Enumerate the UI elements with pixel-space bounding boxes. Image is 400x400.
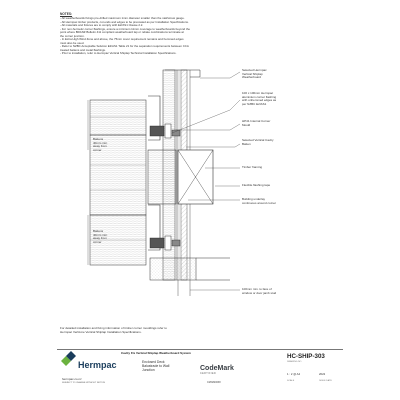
- subject-to-change: SUBJECT TO CHANGE WITHOUT NOTICE: [62, 382, 106, 384]
- callout-jamb-stud: 100mm min. to face of window or door jamb stud: [242, 287, 277, 295]
- callout-cavity-batten: Selected Vertical Cavity Batten: [242, 138, 274, 146]
- note-line: - In Extra High Wind Zone and above, the 75mm cover requirement remains and hemmed edges: [60, 38, 184, 41]
- notes-heading: NOTES:: [60, 12, 73, 16]
- note-line: - All materials and fixtures are to comply with E2/AS1 Clause 2.2.: [60, 24, 144, 27]
- note-line: - All Hermpac timber products, cut ends and edges to be precoated as per Installation Specifications.: [60, 20, 189, 24]
- batten-label-lower: Battens 40mm min. away from corner: [93, 229, 108, 244]
- callout-corner-mould: HP41 Internal Corner Mould: [242, 119, 271, 127]
- note-line: treated battens and metal flashings.: [60, 48, 106, 52]
- callout-corner-flashing: 100 x 100mm Hermpac aluminium corner flashing with unhemmed edges as per NZBC E2/AS1: [242, 91, 277, 106]
- callout-timber-framing: Timber framing: [242, 165, 263, 169]
- note-line: must also be used.: [60, 41, 85, 45]
- lintel-section: [150, 258, 230, 296]
- title-block: [57, 349, 343, 386]
- codemark-code: CMNZ20038: [207, 381, 221, 384]
- codemark-logo: CodeMark CERTIFIED: [200, 365, 234, 375]
- issue-date-label: ISSUE DATE: [319, 380, 332, 382]
- drawing-number-label: DRAWING NO: [287, 361, 302, 363]
- detail-description: Enclosed Deck Balustrade to Wall Junction: [142, 360, 170, 373]
- issue-year: 2022: [319, 372, 326, 376]
- note-line: point where BRANZ Bulletin 411 compliant weatherboard lap or rebate combinations terminate at: [60, 31, 184, 34]
- drawing-number: HC-SHIP-303: [287, 353, 325, 360]
- hermpac-logo: [60, 359, 117, 373]
- note-line: - Prior to installation, refer to Hermpac Vertical Shiplap Technical Installation Specifications.: [60, 52, 177, 55]
- note-line: - All weatherboards fixings pre-drilled maximum 1mm diameter smaller than the nail/screw gauge.: [60, 17, 185, 20]
- batten-label-upper: Battens 40mm min. away from corner: [93, 137, 108, 152]
- note-line: the corner junction.: [60, 34, 85, 38]
- scale-value: 1 : 2 @ A4: [287, 372, 301, 376]
- callout-building-underlay: Building underlay continuous around corner: [242, 197, 277, 205]
- system-title: Cavity Fix Vertical Shiplap Weatherboard System: [121, 351, 191, 355]
- brand-name: Hermpac: [78, 360, 117, 370]
- callout-flashing-tape: Flexible flashing tape: [242, 183, 271, 187]
- website-link[interactable]: hermpac.co.nz: [62, 377, 82, 381]
- installation-footnote: For detailed installation and fixing information of timber corner mouldings refer to Hermpac VertiLine Vertical Shiplap Installation Specifications.: [60, 326, 167, 334]
- note-line: - For non-hermetic corner flashings, ensure a minimum 11mm coverage to weatherboards beyond the: [60, 27, 190, 31]
- callout-weatherboard: Selected Hermpac Vertical Shiplap Weatherboard: [242, 68, 267, 80]
- note-line: - Refer to NZBC Acceptable Solution E2/AS1 Table 21 for the separation requirements between CCA: [60, 45, 189, 48]
- scale-label: SCALE: [287, 380, 295, 382]
- timber-framing: [148, 150, 213, 204]
